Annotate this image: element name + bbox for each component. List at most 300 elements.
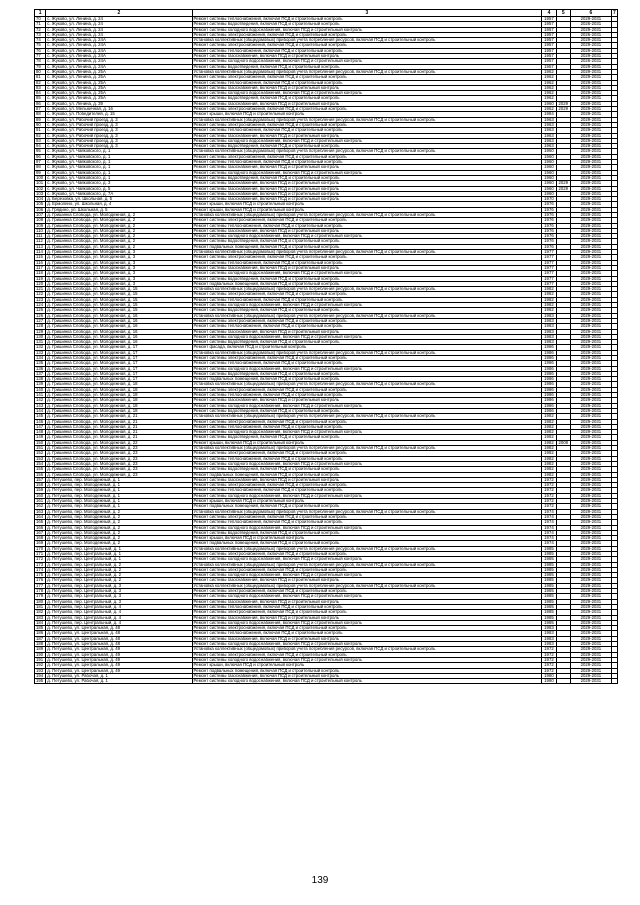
build-year: 1962 <box>542 80 556 85</box>
row-number: 102 <box>35 186 46 191</box>
address: д. Гришинка Слобода, ул. Молодежная, д. 23 <box>46 456 192 461</box>
address: д. Петушево, пер. Центральный, д. 4 <box>46 615 192 620</box>
planned-period: 2029-2031 <box>570 424 611 429</box>
row-number: 109 <box>35 223 46 228</box>
address: д. Петушево, ул. Центральная, д. 48 <box>46 642 192 647</box>
address: д. Гришинка Слобода, ул. Молодежная, д. 18 <box>46 403 192 408</box>
address: д. Гришинка Слобода, ул. Молодежная, д. 23 <box>46 461 192 466</box>
address: с. Жуково, ул. Чайковского, д. 5 <box>46 186 192 191</box>
address: д. Гришинка Слобода, ул. Молодежная, д. 3 <box>46 265 192 270</box>
row-number: 149 <box>35 435 46 440</box>
planned-period: 2029-2031 <box>570 101 611 106</box>
planned-period: 2029-2031 <box>570 467 611 472</box>
address: д. Березовка, ул. Школьная, д. 5 <box>46 197 192 202</box>
row-number: 161 <box>35 499 46 504</box>
build-year: 1976 <box>542 234 556 239</box>
row-number: 158 <box>35 483 46 488</box>
planned-period: 2029-2031 <box>570 557 611 562</box>
planned-period: 2029-2031 <box>570 398 611 403</box>
row-number: 116 <box>35 260 46 265</box>
row-number: 110 <box>35 228 46 233</box>
work-type: Ремонт системы газоснабжения, включая ПСД и строительный контроль <box>192 85 542 90</box>
planned-period: 2029-2031 <box>570 54 611 59</box>
planned-period: 2029-2031 <box>570 144 611 149</box>
build-year: 1985 <box>542 562 556 567</box>
address: д. Гришинка Слобода, ул. Молодежная, д. 16 <box>46 313 192 318</box>
row-number: 169 <box>35 541 46 546</box>
work-type: Ремонт системы холодного водоснабжения, включая ПСД и строительный контроль <box>192 234 542 239</box>
planned-period: 2029-2031 <box>570 446 611 451</box>
planned-period: 2029-2031 <box>570 38 611 43</box>
header-col-5: 5 <box>556 10 570 17</box>
work-type: Ремонт системы холодного водоснабжения, включая ПСД и строительный контроль <box>192 557 542 562</box>
row-number: 113 <box>35 244 46 249</box>
last-repair-year: 2029 <box>556 181 570 186</box>
build-year: 1963 <box>542 133 556 138</box>
planned-period: 2029-2031 <box>570 265 611 270</box>
row-number: 143 <box>35 403 46 408</box>
build-year: 1972 <box>542 668 556 673</box>
row-number: 151 <box>35 446 46 451</box>
row-number: 137 <box>35 371 46 376</box>
planned-period: 2029-2031 <box>570 456 611 461</box>
planned-period: 2029-2031 <box>570 17 611 22</box>
build-year: 1980 <box>542 679 556 684</box>
address: д. Гришинка Слобода, ул. Молодежная, д. 3 <box>46 250 192 255</box>
row-number: 176 <box>35 578 46 583</box>
row-number: 87 <box>35 107 46 112</box>
row-number: 168 <box>35 536 46 541</box>
row-number: 92 <box>35 133 46 138</box>
work-type: Ремонт системы водоотведения, включая ПСД и строительный контроль <box>192 22 542 27</box>
planned-period: 2029-2031 <box>570 340 611 345</box>
build-year: 1957 <box>542 38 556 43</box>
build-year: 1983 <box>542 631 556 636</box>
build-year: 1982 <box>542 430 556 435</box>
planned-period: 2029-2031 <box>570 234 611 239</box>
row-number: 118 <box>35 271 46 276</box>
work-type: Ремонт подвальных помещений, включая ПСД и строительный контроль <box>192 244 542 249</box>
work-type: Ремонт системы теплоснабжения, включая ПСД и строительный контроль <box>192 128 542 133</box>
row-number: 184 <box>35 620 46 625</box>
planned-period: 2029-2031 <box>570 387 611 392</box>
row-number: 120 <box>35 281 46 286</box>
row-number: 107 <box>35 212 46 217</box>
address: д. Петушево, пер. Центральный, д. 1 <box>46 557 192 562</box>
address: д. Петушево, пер. Центральный, д. 2 <box>46 562 192 567</box>
row-number: 185 <box>35 626 46 631</box>
row-number: 106 <box>35 207 46 212</box>
work-type: Ремонт системы водоотведения, включая ПСД и строительный контроль <box>192 64 542 69</box>
work-type: Ремонт системы водоотведения, включая ПСД и строительный контроль <box>192 144 542 149</box>
address: с. Жуково, ул. Ленина, д. 25А <box>46 75 192 80</box>
build-year: 1986 <box>542 377 556 382</box>
planned-period: 2029-2031 <box>570 165 611 170</box>
work-type: Ремонт системы теплоснабжения, включая ПСД и строительный контроль <box>192 80 542 85</box>
planned-period: 2029-2031 <box>570 324 611 329</box>
planned-period: 2029-2031 <box>570 91 611 96</box>
row-number: 111 <box>35 234 46 239</box>
row-number: 96 <box>35 154 46 159</box>
address: д. Гришинка Слобода, ул. Молодежная, д. 17 <box>46 371 192 376</box>
planned-period: 2029-2031 <box>570 48 611 53</box>
build-year: 1976 <box>542 207 556 212</box>
work-type: Ремонт системы электроснабжения, включая ПСД и строительный контроль <box>192 387 542 392</box>
build-year: 1985 <box>542 604 556 609</box>
planned-period: 2029-2031 <box>570 546 611 551</box>
row-number: 145 <box>35 414 46 419</box>
address: д. Петушево, пер. Молодежный, д. 2 <box>46 520 192 525</box>
work-type: Ремонт системы газоснабжения, включая ПСД и строительный контроль <box>192 329 542 334</box>
planned-period: 2029-2031 <box>570 530 611 535</box>
header-col-4: 4 <box>542 10 556 17</box>
planned-period: 2029-2031 <box>570 382 611 387</box>
work-type: Ремонт системы газоснабжения, включая ПСД и строительный контроль <box>192 228 542 233</box>
address: д. Петушево, пер. Центральный, д. 4 <box>46 604 192 609</box>
address: д. Петушево, ул. Центральная, д. 49 <box>46 657 192 662</box>
row-number: 91 <box>35 128 46 133</box>
row-number: 128 <box>35 324 46 329</box>
row-number: 193 <box>35 668 46 673</box>
build-year: 1985 <box>542 583 556 588</box>
address: д. Гришинка Слобода, ул. Молодежная, д. 18 <box>46 398 192 403</box>
build-year: 1982 <box>542 472 556 477</box>
row-number: 124 <box>35 303 46 308</box>
work-type: Ремонт системы холодного водоснабжения, включая ПСД и строительный контроль <box>192 91 542 96</box>
work-type: Установка коллективных (общедомовых) приборов учета потребления ресурсов, включая ПСД и строительный контроль <box>192 117 542 122</box>
planned-period: 2029-2031 <box>570 107 611 112</box>
build-year: 1983 <box>542 626 556 631</box>
row-number: 165 <box>35 520 46 525</box>
header-col-2: 2 <box>46 10 192 17</box>
planned-period: 2029-2031 <box>570 334 611 339</box>
build-year: 1976 <box>542 218 556 223</box>
build-year: 1985 <box>542 615 556 620</box>
address: с. Жуково, ул. Ленина, д. 25А <box>46 91 192 96</box>
address: с. Жуково, ул. Ленина, д. 24А <box>46 54 192 59</box>
work-type: Ремонт системы холодного водоснабжения, включая ПСД и строительный контроль <box>192 493 542 498</box>
build-year: 1982 <box>542 292 556 297</box>
planned-period: 2029-2031 <box>570 117 611 122</box>
work-type: Ремонт крыши, включая ПСД и строительный контроль <box>192 202 542 207</box>
build-year: 1972 <box>542 657 556 662</box>
planned-period: 2029-2031 <box>570 483 611 488</box>
table-body <box>35 17 618 684</box>
empty-col-7 <box>611 679 617 684</box>
planned-period: 2029-2031 <box>570 292 611 297</box>
planned-period: 2026-2031 <box>570 59 611 64</box>
row-number: 177 <box>35 583 46 588</box>
work-type: Ремонт системы холодного водоснабжения, включая ПСД и строительный контроль <box>192 403 542 408</box>
work-type: Ремонт системы электроснабжения, включая ПСД и строительный контроль <box>192 356 542 361</box>
row-number: 154 <box>35 461 46 466</box>
build-year: 1985 <box>542 578 556 583</box>
build-year: 1983 <box>542 313 556 318</box>
row-number: 71 <box>35 22 46 27</box>
planned-period: 2029-2031 <box>570 308 611 313</box>
build-year: 1963 <box>542 138 556 143</box>
work-type: Ремонт подвальных помещений, включая ПСД и строительный контроль <box>192 281 542 286</box>
planned-period: 2029-2031 <box>570 80 611 85</box>
build-year: 1985 <box>542 589 556 594</box>
address: д. Гришинка Слобода, ул. Молодежная, д. 2 <box>46 223 192 228</box>
work-type: Ремонт системы теплоснабжения, включая ПСД и строительный контроль <box>192 631 542 636</box>
row-number: 73 <box>35 32 46 37</box>
row-number: 174 <box>35 567 46 572</box>
header-col-1: 1 <box>35 10 46 17</box>
row-number: 77 <box>35 54 46 59</box>
planned-period: 2029-2031 <box>570 663 611 668</box>
work-type: Ремонт системы электроснабжения, включая ПСД и строительный контроль <box>192 483 542 488</box>
work-type: Ремонт системы теплоснабжения, включая ПСД и строительный контроль <box>192 223 542 228</box>
build-year: 1963 <box>542 122 556 127</box>
address: д. Гришинка Слобода, ул. Молодежная, д. 2 <box>46 218 192 223</box>
row-number: 89 <box>35 117 46 122</box>
row-number: 189 <box>35 647 46 652</box>
address: с. Жуково, ул. Рабочий проезд, д. 3 <box>46 122 192 127</box>
build-year: 1983 <box>542 340 556 345</box>
address: д. Петушево, пер. Молодежный, д. 1 <box>46 483 192 488</box>
row-number: 76 <box>35 48 46 53</box>
address: д. Петушево, пер. Молодежный, д. 2 <box>46 541 192 546</box>
row-number: 90 <box>35 122 46 127</box>
page-number: 139 <box>311 875 329 886</box>
build-year: 1982 <box>542 297 556 302</box>
planned-period: 2029-2031 <box>570 239 611 244</box>
table-header-row <box>35 10 618 17</box>
work-type: Ремонт системы газоснабжения, включая ПСД и строительный контроль <box>192 578 542 583</box>
build-year: 1957 <box>542 32 556 37</box>
row-number: 150 <box>35 440 46 445</box>
address: д. Гришинка Слобода, ул. Молодежная, д. 16 <box>46 329 192 334</box>
row-number: 142 <box>35 398 46 403</box>
planned-period: 2029-2031 <box>570 69 611 74</box>
row-number: 130 <box>35 334 46 339</box>
planned-period: 2029-2031 <box>570 212 611 217</box>
planned-period: 2029-2031 <box>570 160 611 165</box>
address: д. Петушево, пер. Центральный, д. 1 <box>46 546 192 551</box>
address: д. Петушево, ул. Центральная, д. 49 <box>46 663 192 668</box>
address: д. Гришинка Слобода, ул. Молодежная, д. 17 <box>46 356 192 361</box>
row-number: 98 <box>35 165 46 170</box>
build-year: 1974 <box>542 514 556 519</box>
build-year: 1985 <box>542 546 556 551</box>
work-type: Ремонт системы газоснабжения, включая ПСД и строительный контроль <box>192 165 542 170</box>
planned-period: 2029-2031 <box>570 520 611 525</box>
build-year: 1982 <box>542 424 556 429</box>
address: с. Жуково, ул. Чайковского, д. 1 <box>46 170 192 175</box>
build-year: 1977 <box>542 271 556 276</box>
planned-period: 2029-2031 <box>570 361 611 366</box>
address: д. Петушево, пер. Молодежный, д. 1 <box>46 504 192 509</box>
work-type: Ремонт фасада, включая ПСД и строительный контроль <box>192 345 542 350</box>
address: д. Петушево, пер. Молодежный, д. 1 <box>46 477 192 482</box>
work-type: Установка коллективных (общедомовых) приборов учета потребления ресурсов, включая ПСД и строительный контроль <box>192 313 542 318</box>
work-type: Ремонт системы холодного водоснабжения, включая ПСД и строительный контроль <box>192 525 542 530</box>
work-type: Ремонт системы электроснабжения, включая ПСД и строительный контроль <box>192 43 542 48</box>
build-year: 1972 <box>542 504 556 509</box>
address: д. Гришинка Слобода, ул. Молодежная, д. 16 <box>46 334 192 339</box>
build-year: 1970 <box>542 197 556 202</box>
address: с. Жуково, ул. Ленина, д. 24 <box>46 27 192 32</box>
row-number: 74 <box>35 38 46 43</box>
planned-period: 2029-2031 <box>570 303 611 308</box>
work-type: Ремонт системы электроснабжения, включая ПСД и строительный контроль <box>192 154 542 159</box>
planned-period: 2029-2031 <box>570 244 611 249</box>
planned-period: 2029-2031 <box>570 186 611 191</box>
row-number: 146 <box>35 419 46 424</box>
planned-period: 2029-2031 <box>570 197 611 202</box>
address: д. Гришинка Слобода, ул. Молодежная, д. 17 <box>46 361 192 366</box>
build-year: 1982 <box>542 287 556 292</box>
work-type: Установка коллективных (общедомовых) приборов учета потребления ресурсов, включая ПСД и строительный контроль <box>192 69 542 74</box>
build-year: 1976 <box>542 228 556 233</box>
work-type: Ремонт системы газоснабжения, включая ПСД и строительный контроль <box>192 636 542 641</box>
address: с. Жуково, ул. Чайковского, д. 1 <box>46 154 192 159</box>
work-type: Ремонт системы газоснабжения, включая ПСД и строительный контроль <box>192 191 542 196</box>
document-sheet <box>34 9 618 684</box>
build-year: 1983 <box>542 318 556 323</box>
address: д. Петушево, ул. Центральная, д. 48 <box>46 626 192 631</box>
planned-period: 2029-2031 <box>570 567 611 572</box>
build-year: 1985 <box>542 567 556 572</box>
build-year: 1982 <box>542 451 556 456</box>
address: д. Гришинка Слобода, ул. Молодежная, д. 15 <box>46 287 192 292</box>
work-type: Ремонт системы газоснабжения, включая ПСД и строительный контроль <box>192 265 542 270</box>
build-year: 1986 <box>542 371 556 376</box>
build-year: 1957 <box>542 64 556 69</box>
row-number: 81 <box>35 75 46 80</box>
planned-period: 2029-2031 <box>570 430 611 435</box>
header-col-7: 7 <box>613 9 616 16</box>
address: с. Жуково, ул. Чайковского, д. 1 <box>46 165 192 170</box>
header-col-3: 3 <box>192 10 542 17</box>
row-number: 141 <box>35 393 46 398</box>
build-year: 1972 <box>542 647 556 652</box>
address: д. Гришинка Слобода, ул. Молодежная, д. 2 <box>46 212 192 217</box>
address: с. Жуково, ул. Ленина, д. 39 <box>46 101 192 106</box>
build-year: 1977 <box>542 281 556 286</box>
row-number: 157 <box>35 477 46 482</box>
build-year: 1962 <box>542 85 556 90</box>
build-year: 1982 <box>542 456 556 461</box>
work-type: Ремонт системы электроснабжения, включая ПСД и строительный контроль <box>192 551 542 556</box>
work-type: Ремонт системы водоотведения, включая ПСД и строительный контроль <box>192 308 542 313</box>
row-number: 95 <box>35 149 46 154</box>
work-type: Ремонт системы водоотведения, включая ПСД и строительный контроль <box>192 340 542 345</box>
address: д. Петушево, пер. Центральный, д. 4 <box>46 620 192 625</box>
planned-period: 2029-2031 <box>570 276 611 281</box>
address: с. Жуково, ул. Чайковского, д. 1 <box>46 149 192 154</box>
row-number: 195 <box>35 679 46 684</box>
build-year: 1985 <box>542 610 556 615</box>
address: д. Гришинка Слобода, ул. Молодежная, д. 22 <box>46 440 192 445</box>
build-year: 1976 <box>542 244 556 249</box>
planned-period: 2029-2031 <box>570 642 611 647</box>
planned-period: 2029-2031 <box>570 255 611 260</box>
planned-period: 2029-2031 <box>570 297 611 302</box>
address: д. Петушево, пер. Центральный, д. 3 <box>46 594 192 599</box>
planned-period: 2029-2031 <box>570 525 611 530</box>
work-type: Ремонт подвальных помещений, включая ПСД и строительный контроль <box>192 472 542 477</box>
row-number: 182 <box>35 610 46 615</box>
build-year: 1986 <box>542 345 556 350</box>
row-number: 187 <box>35 636 46 641</box>
row-number: 167 <box>35 530 46 535</box>
address: д. Гришинка Слобода, ул. Молодежная, д. 16 <box>46 318 192 323</box>
address: д. Петушево, ул. Центральная, д. 49 <box>46 647 192 652</box>
build-year: 1984 <box>542 112 556 117</box>
work-type: Ремонт системы электроснабжения, включая ПСД и строительный контроль <box>192 292 542 297</box>
work-type: Ремонт системы холодного водоснабжения, включая ПСД и строительный контроль <box>192 461 542 466</box>
address: с. Жуково, ул. Ленина, д. 25А <box>46 85 192 90</box>
row-number: 153 <box>35 456 46 461</box>
planned-period: 2029-2031 <box>570 488 611 493</box>
planned-period: 2029-2031 <box>570 673 611 678</box>
build-year: 1982 <box>542 419 556 424</box>
build-year: 1962 <box>542 75 556 80</box>
planned-period: 2029-2031 <box>570 562 611 567</box>
work-type: Ремонт системы электроснабжения, включая ПСД и строительный контроль <box>192 75 542 80</box>
row-number: 88 <box>35 112 46 117</box>
work-type: Ремонт системы электроснабжения, включая ПСД и строительный контроль <box>192 589 542 594</box>
build-year: 1985 <box>542 620 556 625</box>
build-year: 1972 <box>542 652 556 657</box>
planned-period: 2029-2031 <box>570 626 611 631</box>
planned-period: 2029-2031 <box>570 207 611 212</box>
planned-period: 2029-2031 <box>570 599 611 604</box>
work-type: Ремонт системы теплоснабжения, включая ПСД и строительный контроль <box>192 456 542 461</box>
work-type: Ремонт системы холодного водоснабжения, включая ПСД и строительный контроль <box>192 334 542 339</box>
build-year: 1983 <box>542 324 556 329</box>
work-type: Ремонт системы теплоснабжения, включая ПСД и строительный контроль <box>192 424 542 429</box>
build-year: 1983 <box>542 334 556 339</box>
build-year: 1986 <box>542 382 556 387</box>
build-year: 1986 <box>542 398 556 403</box>
build-year: 1985 <box>542 594 556 599</box>
build-year: 1963 <box>542 117 556 122</box>
build-year: 1982 <box>542 414 556 419</box>
build-year: 1960 <box>542 191 556 196</box>
address: д. Петушево, пер. Молодежный, д. 1 <box>46 493 192 498</box>
row-number: 181 <box>35 604 46 609</box>
build-year: 1960 <box>542 181 556 186</box>
build-year: 1957 <box>542 22 556 27</box>
address: д. Гришинка Слобода, ул. Молодежная, д. 21 <box>46 424 192 429</box>
work-type: Ремонт системы водоотведения, включая ПСД и строительный контроль <box>192 371 542 376</box>
build-year: 1974 <box>542 520 556 525</box>
work-type: Ремонт системы теплоснабжения, включая ПСД и строительный контроль <box>192 17 542 22</box>
address: д. Петушево, ул. Рабочая, д. 1 <box>46 679 192 684</box>
address: д. Гришинка Слобода, ул. Молодежная, д. 2 <box>46 234 192 239</box>
address: д. Петушево, пер. Центральный, д. 1 <box>46 551 192 556</box>
row-number: 119 <box>35 276 46 281</box>
address: д. Гришинка Слобода, ул. Молодежная, д. 23 <box>46 446 192 451</box>
work-type: Ремонт подвальных помещений, включая ПСД и строительный контроль <box>192 504 542 509</box>
build-year: 1960 <box>542 170 556 175</box>
row-number: 160 <box>35 493 46 498</box>
planned-period: 2029-2031 <box>570 472 611 477</box>
work-type: Ремонт системы электроснабжения, включая ПСД и строительный контроль <box>192 107 542 112</box>
planned-period: 2029-2031 <box>570 408 611 413</box>
row-number: 134 <box>35 356 46 361</box>
work-type: Ремонт системы теплоснабжения, включая ПСД и строительный контроль <box>192 324 542 329</box>
planned-period: 2029-2031 <box>570 64 611 69</box>
row-number: 163 <box>35 509 46 514</box>
work-type: Ремонт системы газоснабжения, включая ПСД и строительный контроль <box>192 101 542 106</box>
planned-period: 2029-2031 <box>570 536 611 541</box>
last-repair-year: 2029 <box>556 101 570 106</box>
